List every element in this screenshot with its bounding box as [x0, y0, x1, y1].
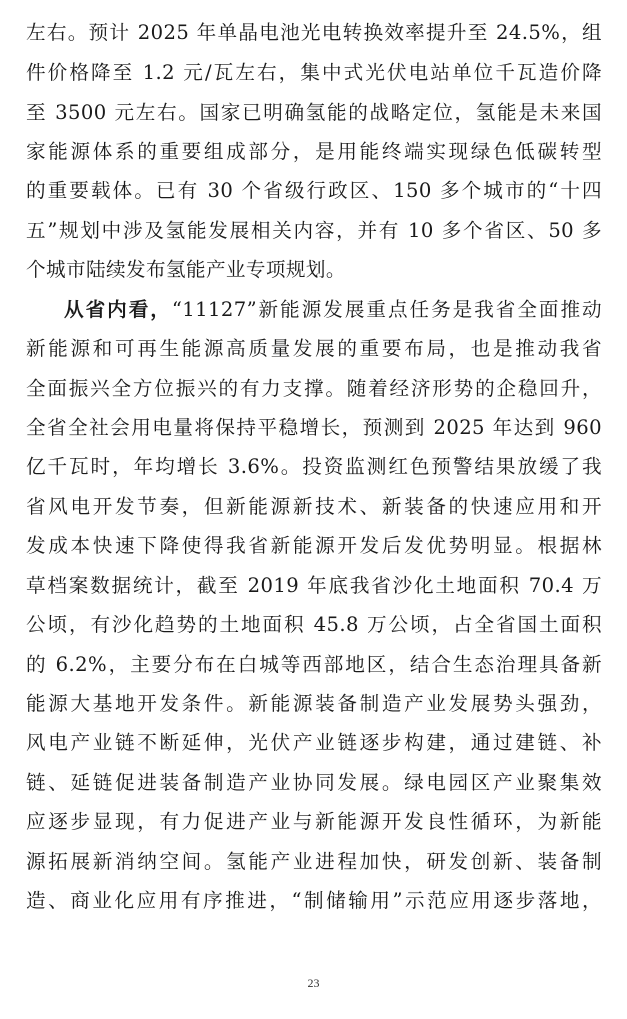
text-line: 全面振兴全方位振兴的有力支撑。随着经济形势的企稳回升， [26, 377, 602, 400]
text-line: 新能源和可再生能源高质量发展的重要布局，也是推动我省 [26, 337, 602, 360]
text-line: 风电产业链不断延伸，光伏产业链逐步构建，通过建链、补 [26, 731, 602, 754]
text-line: 应逐步显现，有力促进产业与新能源开发良性循环，为新能 [26, 810, 602, 833]
page-number: 23 [307, 976, 320, 990]
text-line: 全省全社会用电量将保持平稳增长，预测到 2025 年达到 960 [26, 416, 602, 439]
paragraph-lead: 从省内看， [64, 298, 172, 321]
text-line: 的 6.2%，主要分布在白城等西部地区，结合生态治理具备新 [26, 653, 602, 676]
text-line: 亿千瓦时，年均增长 3.6%。投资监测红色预警结果放缓了我 [26, 455, 602, 478]
text-line: 家能源体系的重要组成部分，是用能终端实现绿色低碳转型 [26, 140, 602, 163]
text-line: 个城市陆续发布氢能产业专项规划。 [26, 258, 346, 281]
text-line: 的重要载体。已有 30 个省级行政区、150 多个城市的“十四 [26, 179, 602, 202]
text-line: 省风电开发节奏，但新能源新技术、新装备的快速应用和开 [26, 495, 602, 518]
paragraph-first-line [64, 297, 602, 323]
text-line: 至 3500 元左右。国家已明确氢能的战略定位，氢能是未来国 [26, 101, 602, 124]
text-line: 链、延链促进装备制造产业协同发展。绿电园区产业聚集效 [26, 771, 602, 794]
text-line: 五”规划中涉及氢能发展相关内容，并有 10 多个省区、50 多 [26, 219, 602, 242]
text-line: 能源大基地开发条件。新能源装备制造产业发展势头强劲， [26, 692, 602, 715]
text-line: 件价格降至 1.2 元/瓦左右，集中式光伏电站单位千瓦造价降 [26, 61, 602, 84]
text-line: 公顷，有沙化趋势的土地面积 45.8 万公顷，占全省国土面积 [26, 613, 602, 636]
text-line: 源拓展新消纳空间。氢能产业进程加快，研发创新、装备制 [26, 850, 602, 873]
text-line: 发成本快速下降使得我省新能源开发后发优势明显。根据林 [26, 534, 602, 557]
text-line: “11127”新能源发展重点任务是我省全面推动 [171, 298, 602, 321]
text-line: 造、商业化应用有序推进，“制储输用”示范应用逐步落地， [26, 889, 602, 912]
text-line: 左右。预计 2025 年单晶电池光电转换效率提升至 24.5%，组 [26, 21, 602, 44]
text-line: 草档案数据统计，截至 2019 年底我省沙化土地面积 70.4 万 [26, 574, 602, 597]
